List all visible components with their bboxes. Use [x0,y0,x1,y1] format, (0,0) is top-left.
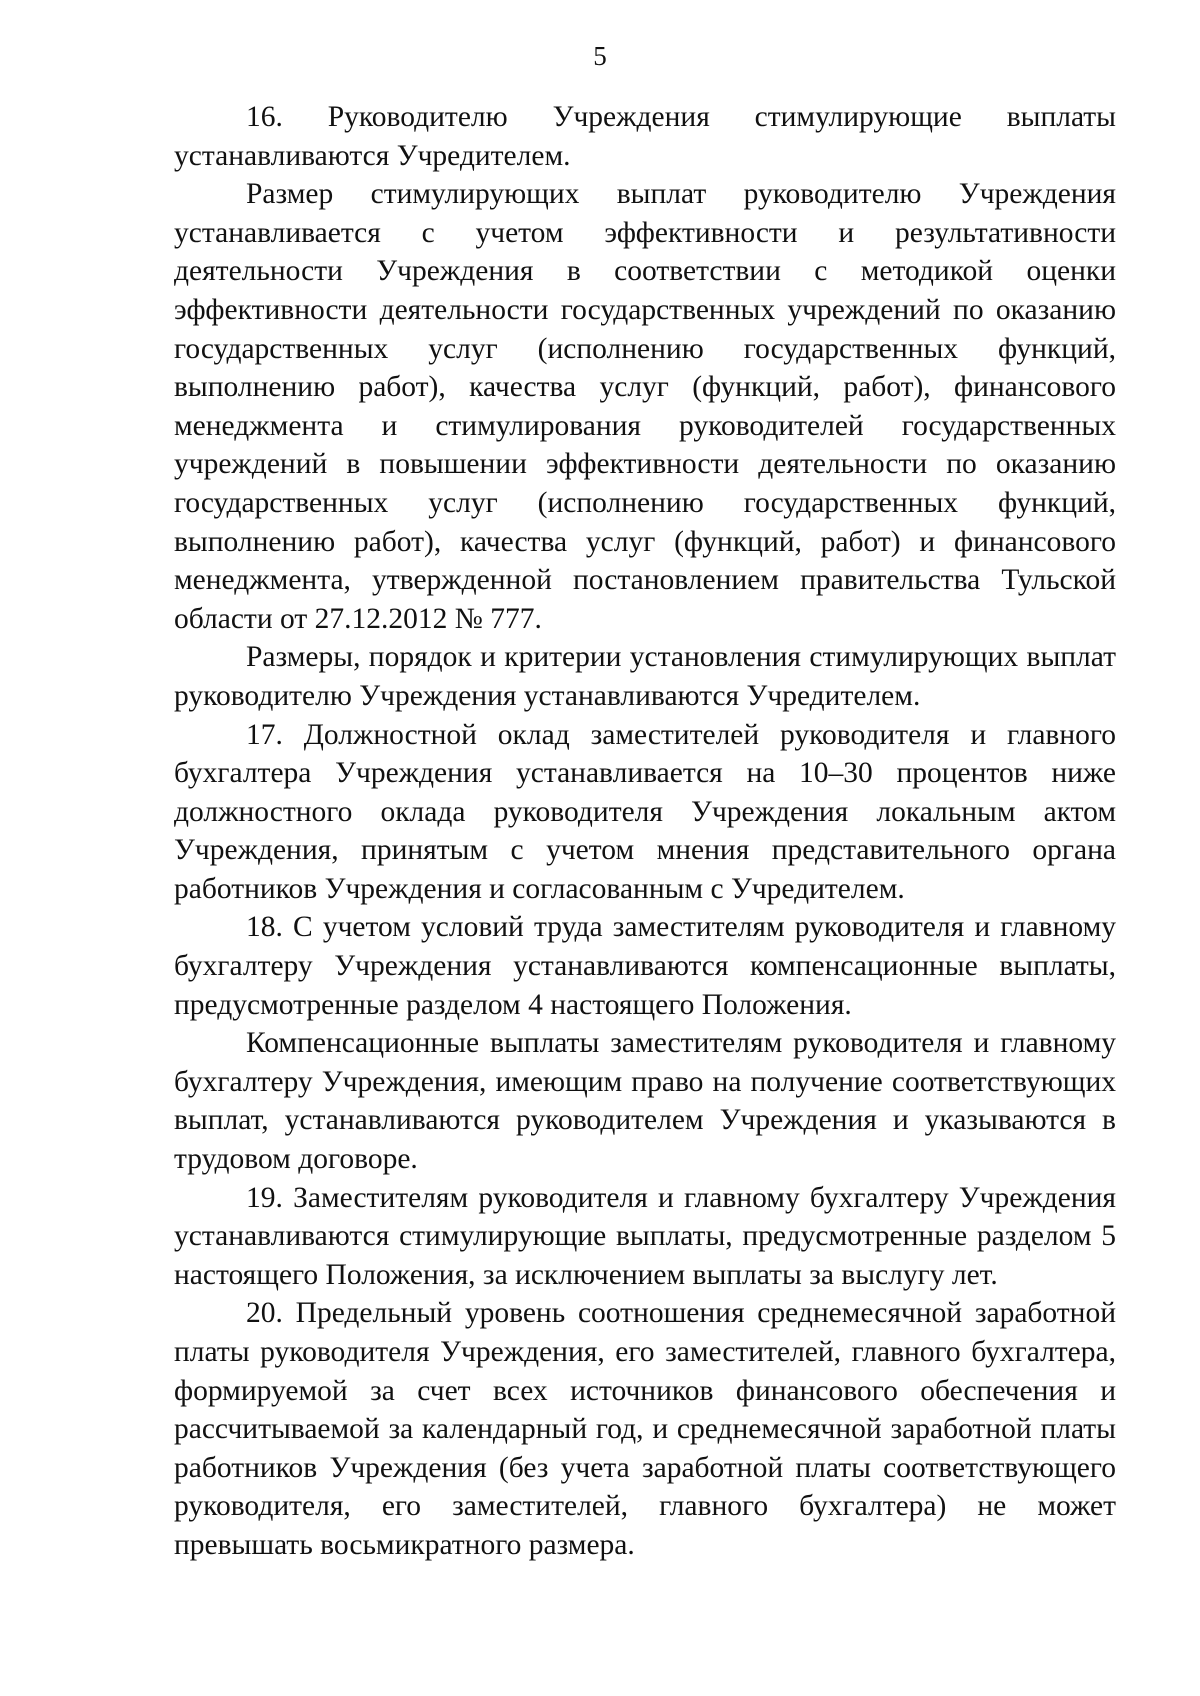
paragraph-bonus-criteria: Размеры, порядок и критерии установления стимулирующих выплат руководителю Учреждения устанавливаются Учредителем. [174,641,1116,712]
paragraph-compensation: Компенсационные выплаты заместителям руководителя и главному бухгалтеру Учреждения, имеющим право на получение соответствующих выплат, устанавливаются руководителем Учреждения и указываются в трудовом договоре. [174,1027,1116,1176]
paragraph-17: 17. Должностной оклад заместителей руководителя и главного бухгалтера Учреждения устанавливается на 10–30 процентов ниже должностного оклада руководителя Учреждения локальным актом Учреждения, принятым с учетом мнения представительного органа работников Учреждения и согласованным с Учредителем. [174,718,1116,905]
paragraph-18: 18. С учетом условий труда заместителям руководителя и главному бухгалтеру Учреждения устанавливаются компенсационные выплаты, предусмотренные разделом 4 настоящего Положения. [174,911,1116,1021]
page-number: 5 [593,41,607,71]
paragraph-bonus-size: Размер стимулирующих выплат руководителю Учреждения устанавливается с учетом эффективности и результативности деятельности Учреждения в соответствии с методикой оценки эффективности деятельности государственных учреждений по оказанию государственных услуг (исполнению государственных функций, выполнению работ), качества услуг (функций, работ), финансового менеджмента и стимулирования руководителей государственных учреждений в повышении эффективности деятельности по оказанию государственных услуг (исполнению государственных функций, выполнению работ), качества услуг (функций, работ) и финансового менеджмента, утвержденной постановлением правительства Тульской области от 27.12.2012 № 777. [174,178,1116,635]
paragraph-16: 16. Руководителю Учреждения стимулирующие выплаты устанавливаются Учредителем. [174,101,1116,172]
document-body [174,98,1116,1565]
paragraph-20: 20. Предельный уровень соотношения среднемесячной заработной платы руководителя Учреждения, его заместителей, главного бухгалтера, формируемой за счет всех источников финансового обеспечения и рассчитываемой за календарный год, и среднемесячной заработной платы работников Учреждения (без учета заработной платы соответствующего руководителя, его заместителей, главного бухгалтера) не может превышать восьмикратного размера. [174,1297,1116,1561]
paragraph-19: 19. Заместителям руководителя и главному бухгалтеру Учреждения устанавливаются стимулирующие выплаты, предусмотренные разделом 5 настоящего Положения, за исключением выплаты за выслугу лет. [174,1181,1116,1291]
